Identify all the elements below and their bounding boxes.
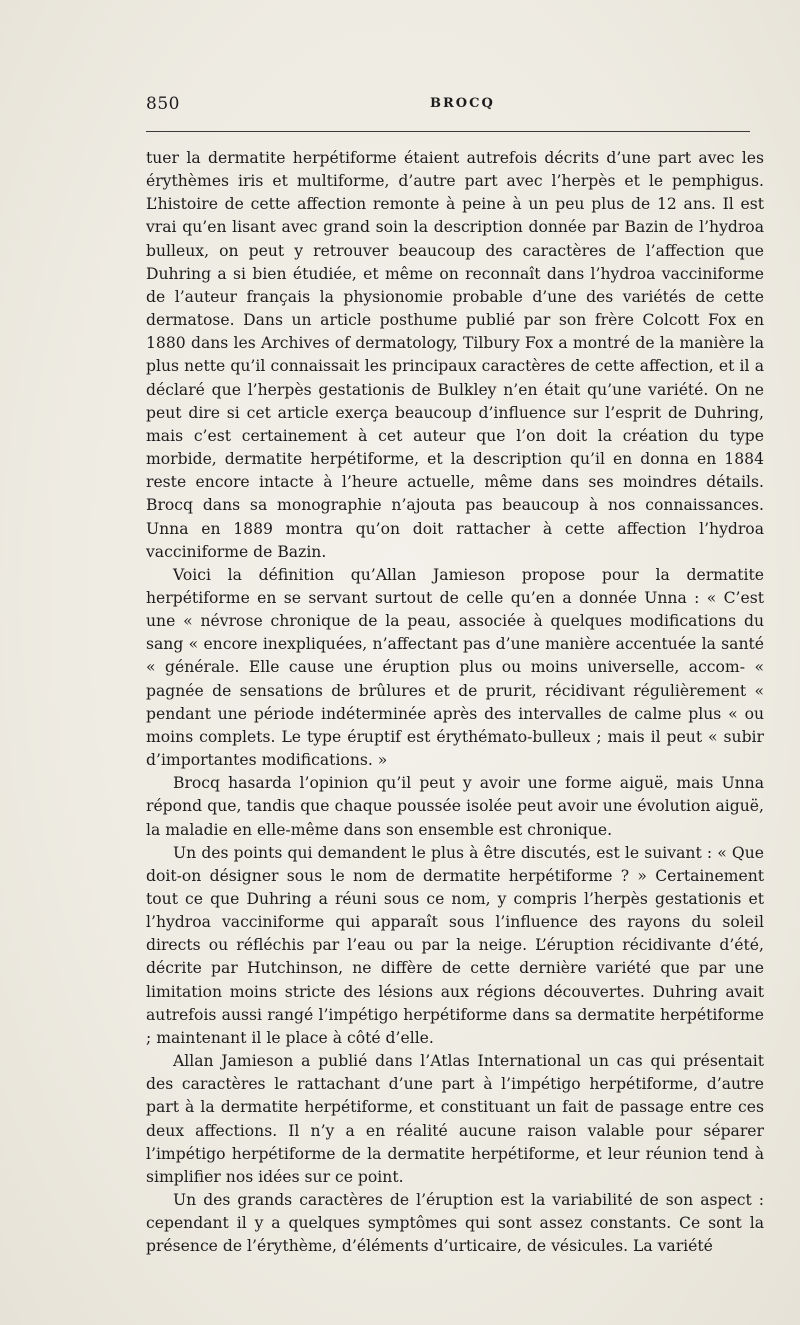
paragraph: Brocq hasarda l’opinion qu’il peut y avoir une forme aiguë, mais Unna répond que, tandis que chaque poussée isolée peut avoir une évolution aiguë, la maladie en elle-même dans son ensemble est chronique. <box>146 774 764 839</box>
page-header <box>146 94 750 118</box>
header-rule <box>146 131 750 132</box>
paragraph: Voici la définition qu’Allan Jamieson propose pour la dermatite herpétiforme en se servant surtout de celle qu’en a donnée Unna : « C’est une « névrose chronique de la peau, associée à quelques modifications du sang « encore inexpliquées, n’affectant pas d’une manière accentuée la santé « générale. Elle cause une éruption plus ou moins universelle, accom- « pagnée de sensations de brûlures et de prurit, récidivant régulièrement « pendant une période indéterminée après des intervalles de calme plus « ou moins complets. Le type éruptif est érythémato-bulleux ; mais il peut « subir d’importantes modifications. » <box>146 565 764 770</box>
paragraph: tuer la dermatite herpétiforme étaient autrefois décrits d’une part avec les érythèmes iris et multiforme, d’autre part avec l’herpès et le pemphigus. L’histoire de cette affection remonte à peine à un peu plus de 12 ans. Il est vrai qu’en lisant avec grand soin la description donnée par Bazin de l’hydroa bulleux, on peut y retrouver beaucoup des caractères de l’affection que Duhring a si bien étudiée, et même on reconnaît dans l’hydroa vacciniforme de l’auteur français la physionomie probable d’une des variétés de cette dermatose. Dans un article posthume publié par son frère Colcott Fox en 1880 dans les Archives of dermatology, Tilbury Fox a montré de la manière la plus nette qu’il connaissait les principaux caractères de cette affection, et il a déclaré que l’herpès gestationis de Bulkley n’en était qu’une variété. On ne peut dire si cet article exerça beaucoup d’influence sur l’esprit de Duhring, mais c’est certainement à cet auteur que l’on doit la création du type morbide, dermatite herpétiforme, et la description qu’il en donna en 1884 reste encore intacte à l’heure actuelle, même dans ses moindres détails. Brocq dans sa monographie n’ajouta pas beaucoup à nos connaissances. Unna en 1889 montra qu’on doit rattacher à cette affection l’hydroa vacciniforme de Bazin. <box>146 149 764 561</box>
body-text <box>146 147 764 1259</box>
paragraph: Un des grands caractères de l’éruption est la variabilité de son aspect : cependant il y a quelques symptômes qui sont assez constants. Ce sont la présence de l’érythème, d’éléments d’urticaire, de vésicules. La variété <box>146 1191 764 1256</box>
paragraph: Allan Jamieson a publié dans l’Atlas International un cas qui présentait des caractères le rattachant d’une part à l’impétigo herpétiforme, d’autre part à la dermatite herpétiforme, et constituant un fait de passage entre ces deux affections. Il n’y a en réalité aucune raison valable pour séparer l’impétigo herpétiforme de la dermatite herpétiforme, et leur réunion tend à simplifier nos idées sur ce point. <box>146 1052 764 1186</box>
paragraph: Un des points qui demandent le plus à être discutés, est le suivant : « Que doit-on désigner sous le nom de dermatite herpétiforme ? » Certainement tout ce que Duhring a réuni sous ce nom, y compris l’herpès gestationis et l’hydroa vacciniforme qui apparaît sous l’influence des rayons du soleil directs ou réfléchis par l’eau ou par la neige. L’éruption récidivante d’été, décrite par Hutchinson, ne diffère de cette dernière variété que par une limitation moins stricte des lésions aux régions découvertes. Duhring avait autrefois aussi rangé l’impétigo herpétiforme dans sa dermatite herpétiforme ; maintenant il le place à côté d’elle. <box>146 843 764 1047</box>
running-head: BROCQ <box>430 96 495 111</box>
page-number: 850 <box>146 94 180 114</box>
